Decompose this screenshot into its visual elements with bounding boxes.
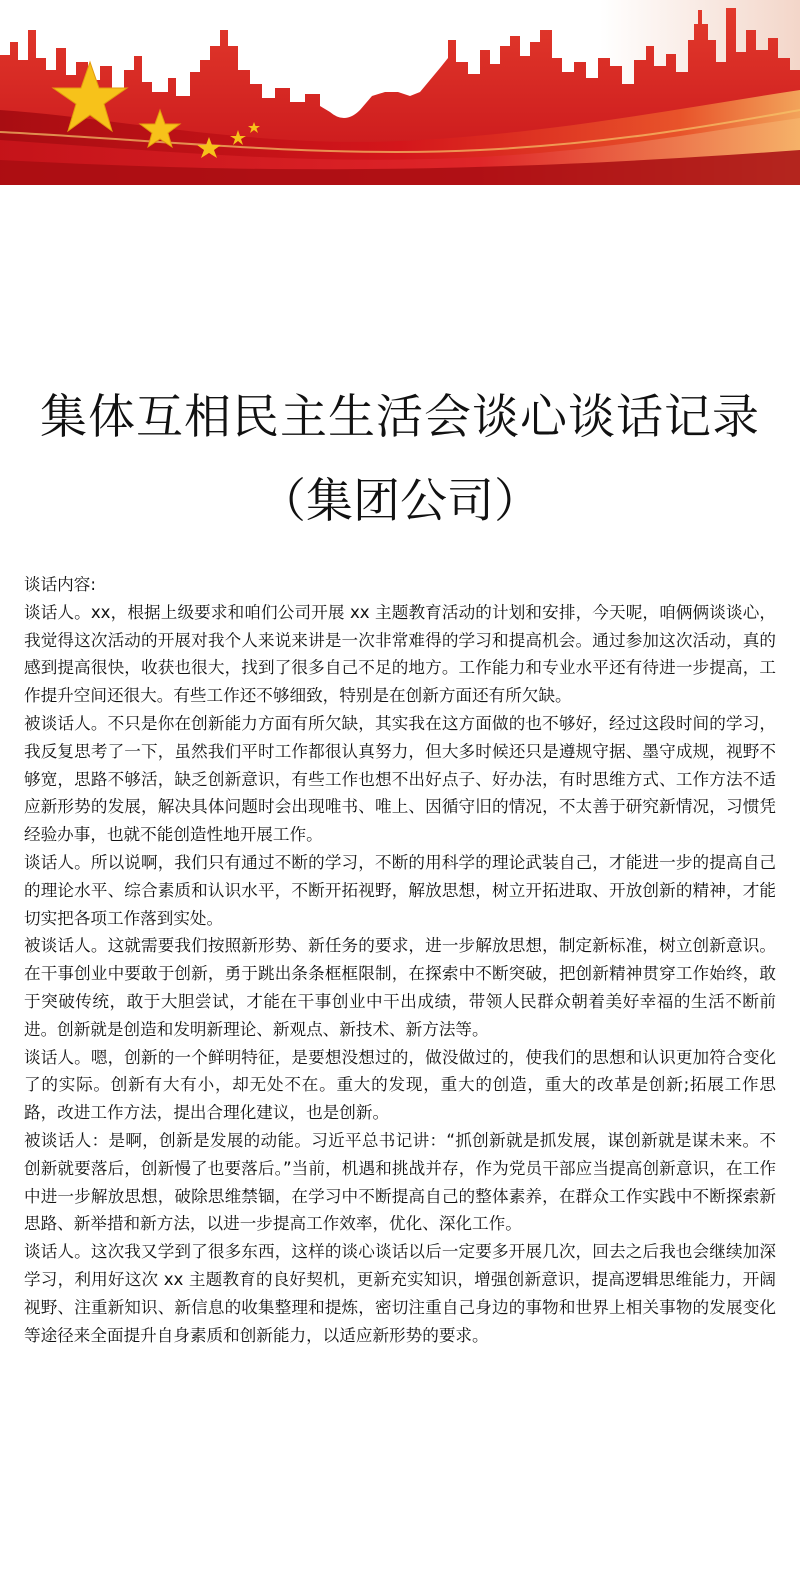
paragraph: 被谈话人。这就需要我们按照新形势、新任务的要求，进一步解放思想，制定新标准，树立创新意识。在干事创业中要敢于创新，勇于跳出条条框框限制，在探索中不断突破，把创新精神贯穿工作始终，敢于突破传统，敢于大胆尝试，才能在干事创业中干出成绩，带领人民群众朝着美好幸福的生活不断前进。创新就是创造和发明新理论、新观点、新技术、新方法等。 [24, 936, 776, 1039]
paragraph: 被谈话人：是啊，创新是发展的动能。习近平总书记讲：“抓创新就是抓发展，谋创新就是谋未来。不创新就要落后，创新慢了也要落后。”当前，机遇和挑战并存，作为党员干部应当提高创新意识，在工作中进一步解放思想，破除思维禁锢，在学习中不断提高自己的整体素养，在群众工作实践中不断探索新思路、新举措和新方法，以进一步提高工作效率，优化、深化工作。 [24, 1130, 776, 1234]
paragraph: 谈话人。xx，根据上级要求和咱们公司开展 xx 主题教育活动的计划和安排，今天呢，咱俩俩谈谈心，我觉得这次活动的开展对我个人来说来讲是一次非常难得的学习和提高机会。通过参加这次活动，真的感到提高很快，收获也很大，找到了很多自己不足的地方。工作能力和专业水平还有待进一步提高，工作提升空间还很大。有些工作还不够细致，特别是在创新方面还有所欠缺。 [24, 602, 776, 706]
paragraph: 被谈话人。不只是你在创新能力方面有所欠缺，其实我在这方面做的也不够好，经过这段时间的学习，我反复思考了一下，虽然我们平时工作都很认真努力，但大多时候还只是遵规守据、墨守成规，视野不够宽，思路不够活，缺乏创新意识，有些工作也想不出好点子、好办法，有时思维方式、工作方法不适应新形势的发展，解决具体问题时会出现唯书、唯上、因循守旧的情况，不太善于研究新情况，习惯凭经验办事，也就不能创造性地开展工作。 [24, 713, 776, 845]
paragraph: 谈话人。这次我又学到了很多东西，这样的谈心谈话以后一定要多开展几次，回去之后我也会继续加深学习，利用好这次 xx 主题教育的良好契机，更新充实知识，增强创新意识，提高逻辑思维能力，开阔视野、注重新知识、新信息的收集整理和提炼，密切注重自己身边的事物和世界上相关事物的发展变化等途径来全面提升自身素质和创新能力，以适应新形势的要求。 [24, 1242, 776, 1345]
city-skyline-illustration [0, 0, 800, 185]
header-banner [0, 0, 800, 185]
content-label: 谈话内容: [24, 575, 96, 594]
paragraph: 谈话人。所以说啊，我们只有通过不断的学习，不断的用科学的理论武装自己，才能进一步的提高自己的理论水平、综合素质和认识水平，不断开拓视野，解放思想，树立开拓进取、开放创新的精神，才能切实把各项工作落到实处。 [24, 852, 776, 928]
paragraph: 谈话人。嗯，创新的一个鲜明特征，是要想没想过的，做没做过的，使我们的思想和认识更加符合变化了的实际。创新有大有小，却无处不在。重大的发现，重大的创造，重大的改革是创新;拓展工作思路，改进工作方法，提出合理化建议，也是创新。 [24, 1047, 776, 1123]
document-title: 集体互相民主生活会谈心谈话记录 [40, 390, 760, 445]
document-subtitle: （集团公司） [259, 474, 541, 529]
conversation-content [24, 571, 776, 1349]
